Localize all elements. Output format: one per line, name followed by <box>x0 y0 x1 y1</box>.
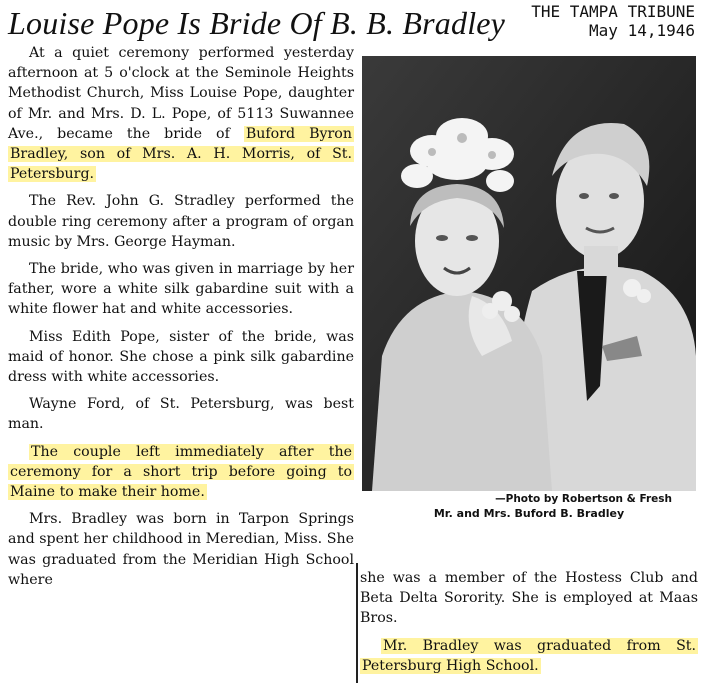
highlighted-text: The couple left immediately after the ceremony for a short trip before going to Maine to make their home. <box>10 443 352 501</box>
paragraph-best-man: Wayne Ford, of St. Petersburg, was best man. <box>8 396 354 433</box>
paragraph-ceremony <box>8 43 354 184</box>
article-column-2 <box>360 568 698 683</box>
column-divider <box>356 563 358 683</box>
photo-caption: Mr. and Mrs. Buford B. Bradley <box>433 507 625 520</box>
couple-portrait-image <box>362 56 696 491</box>
highlighted-text: Mr. Bradley was graduated from St. Petersburg High School. <box>362 637 696 674</box>
newspaper-name: THE TAMPA TRIBUNE <box>531 2 695 21</box>
photo-credit: —Photo by Robertson & Fresh <box>495 493 672 505</box>
paragraph-bride-clubs: she was a member of the Hostess Club and Beta Delta Sorority. She is employed at Maas Bros. <box>360 570 698 627</box>
highlighted-text: Buford Byron Bradley, son of Mrs. A. H. Morris, of St. Petersburg. <box>10 125 352 183</box>
paragraph-trip <box>8 442 354 503</box>
paragraph-bride-background: Mrs. Bradley was born in Tarpon Springs and spent her childhood in Meredian, Miss. She was graduated from the Meridian High School where <box>8 511 354 588</box>
wedding-photo <box>362 56 696 491</box>
paragraph-text: At a quiet ceremony performed yesterday afternoon at 5 o'clock at the Seminole Heights Methodist Church, Miss Louise Pope, daughter of Mr. and Mrs. D. L. Pope, of 5113 Suwannee Ave., became the bride of <box>8 45 354 142</box>
publication-date: May 14,1946 <box>589 21 695 40</box>
paragraph-bride-attire: The bride, who was given in marriage by her father, wore a white silk gabardine suit with a white flower hat and white accessories. <box>8 261 354 318</box>
headline: Louise Pope Is Bride Of B. B. Bradley <box>8 5 506 41</box>
paragraph-maid-of-honor: Miss Edith Pope, sister of the bride, was maid of honor. She chose a pink silk gabardine dress with white accessories. <box>8 328 354 386</box>
source-stamp <box>531 2 695 40</box>
paragraph-groom-school <box>360 636 698 676</box>
article-column-1 <box>8 43 354 597</box>
paragraph-officiant: The Rev. John G. Stradley performed the double ring ceremony after a program of organ music by Mrs. George Hayman. <box>8 193 354 250</box>
